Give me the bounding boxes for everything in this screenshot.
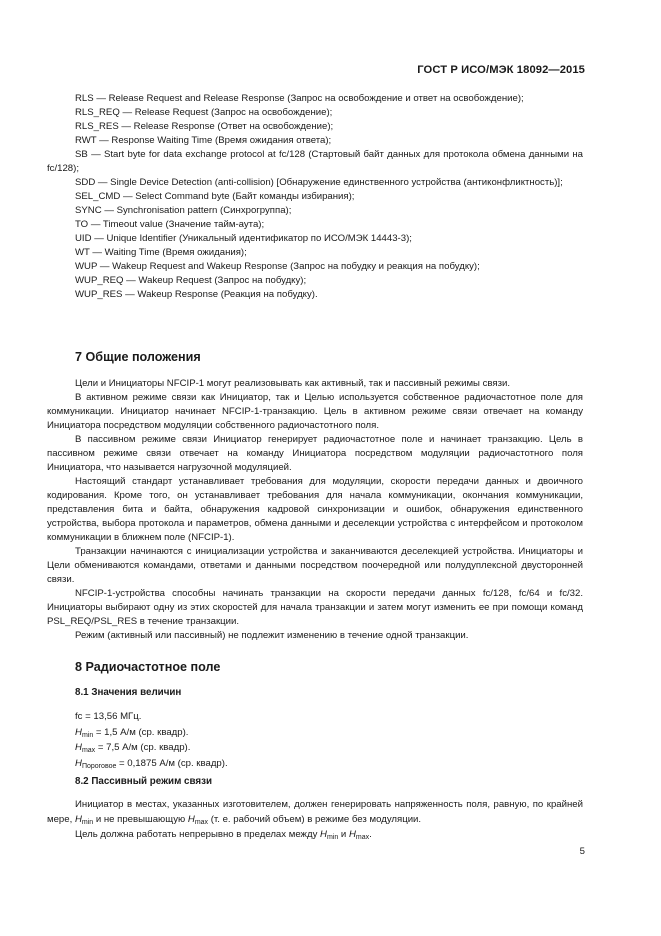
abbreviation-item: SDD — Single Device Detection (anti-collision) [Обнаружение единственного устройства (антиконфликтность)]; <box>75 177 563 188</box>
abbreviation-item: UID — Unique Identifier (Уникальный идентификатор по ИСО/МЭК 14443-3); <box>75 233 412 244</box>
section-8-1-heading: 8.1 Значения величин <box>75 687 182 698</box>
document-header: ГОСТ Р ИСО/МЭК 18092—2015 <box>417 64 585 76</box>
value-hmax: $H_{max} = 7,5$ А/м (ср. квадр). <box>75 742 191 754</box>
section-7-body <box>47 377 583 643</box>
page-number: 5 <box>579 846 585 857</box>
section-8-2-heading: 8.2 Пассивный режим связи <box>75 776 212 787</box>
paragraph: Цель должна работать непрерывно в пределах между $H_{min}$ и $H_{max}$. <box>75 829 372 841</box>
paragraph: В пассивном режиме связи Инициатор генерирует радиочастотное поле и начинает транзакцию. Цель в пассивном режиме связи отвечает на команду Инициатора посредством модуляции радиочастотного поля Инициатора, что называется нагрузочной модуляцией. <box>47 434 583 473</box>
paragraph: Режим (активный или пассивный) не подлежит изменению в течение одной транзакции. <box>75 630 469 641</box>
abbreviation-item: RLS_REQ — Release Request (Запрос на освобождение); <box>75 107 333 118</box>
abbreviation-item: SEL_CMD — Select Command byte (Байт команды избирания); <box>75 191 355 202</box>
abbreviation-item: RLS — Release Request and Release Response (Запрос на освобождение и ответ на освобождение); <box>75 93 524 104</box>
abbreviation-item: WUP_RES — Wakeup Response (Реакция на побудку). <box>75 289 318 300</box>
paragraph: Инициатор в местах, указанных изготовителем, должен генерировать напряженность поля, равную, по крайней мере, $H_{min}$ и не превышающую $H_{max}$ (т. е. рабочий объем) в режиме без модуляции. <box>47 799 583 826</box>
abbreviation-item: WUP_REQ — Wakeup Request (Запрос на побудку); <box>75 275 307 286</box>
section-8-2-body <box>47 797 583 842</box>
value-hthreshold: $H_{Пороговое} = 0,1875$ А/м (ср. квадр). <box>75 757 228 770</box>
section-7-heading: 7 Общие положения <box>75 350 201 364</box>
abbreviation-item: WT — Waiting Time (Время ожидания); <box>75 247 247 258</box>
abbreviations-list <box>47 92 583 302</box>
paragraph: Транзакции начинаются с инициализации устройства и заканчиваются деселекцией устройства. Инициаторы и Цели обмениваются командами, ответами и данными посредством поочередной или полудуплексной двусторонней связи. <box>47 546 583 585</box>
paragraph: NFCIP-1-устройства способны начинать транзакции на скорости передачи данных fc/128, fc/64 и fc/32. Инициаторы выбирают одну из этих скоростей для начала транзакции и затем могут изменить ее при помощи команд PSL_REQ/PSL_RES в течение транзакции. <box>47 588 583 627</box>
abbreviation-item: WUP — Wakeup Request and Wakeup Response (Запрос на побудку и реакция на побудку); <box>75 261 480 272</box>
value-hmin: $H_{min} = 1,5$ А/м (ср. квадр). <box>75 726 189 739</box>
abbreviation-item: TO — Timeout value (Значение тайм-аута); <box>75 219 265 230</box>
values-list <box>75 709 475 771</box>
value-fc: fc = 13,56 МГц. <box>75 711 142 722</box>
abbreviation-item: SYNC — Synchronisation pattern (Синхрогруппа); <box>75 205 292 216</box>
paragraph: В активном режиме связи как Инициатор, так и Целью используется собственное радиочастотное поле для коммуникации. Инициатор начинает NFCIP-1-транзакцию. Цель в активном режиме связи отвечает на команду Инициатора посредством модуляции собственного радиочастотного поля. <box>47 392 583 431</box>
paragraph: Цели и Инициаторы NFCIP-1 могут реализовывать как активный, так и пассивный режимы связи. <box>75 378 511 389</box>
paragraph: Настоящий стандарт устанавливает требования для модуляции, скорости передачи данных и двоичного кодирования. Кроме того, он устанавливает требования для начала коммуникации, окончания коммуникации, представления бита и байта, обнаружения кадровой синхронизации и ошибок, обнаружения единственного устройства, выбора протокола и параметров, обмена данными и деселекции устройства с интерфейсом и протоколом коммуникации в ближнем поле (NFCIP-1). <box>47 476 583 543</box>
abbreviation-item: SB — Start byte for data exchange protocol at fc/128 (Стартовый байт данных для протокола обмена данными на fc/128); <box>47 149 583 174</box>
abbreviation-item: RLS_RES — Release Response (Ответ на освобождение); <box>75 121 334 132</box>
abbreviation-item: RWT — Response Waiting Time (Время ожидания ответа); <box>75 135 332 146</box>
section-8-heading: 8 Радиочастотное поле <box>75 660 221 674</box>
